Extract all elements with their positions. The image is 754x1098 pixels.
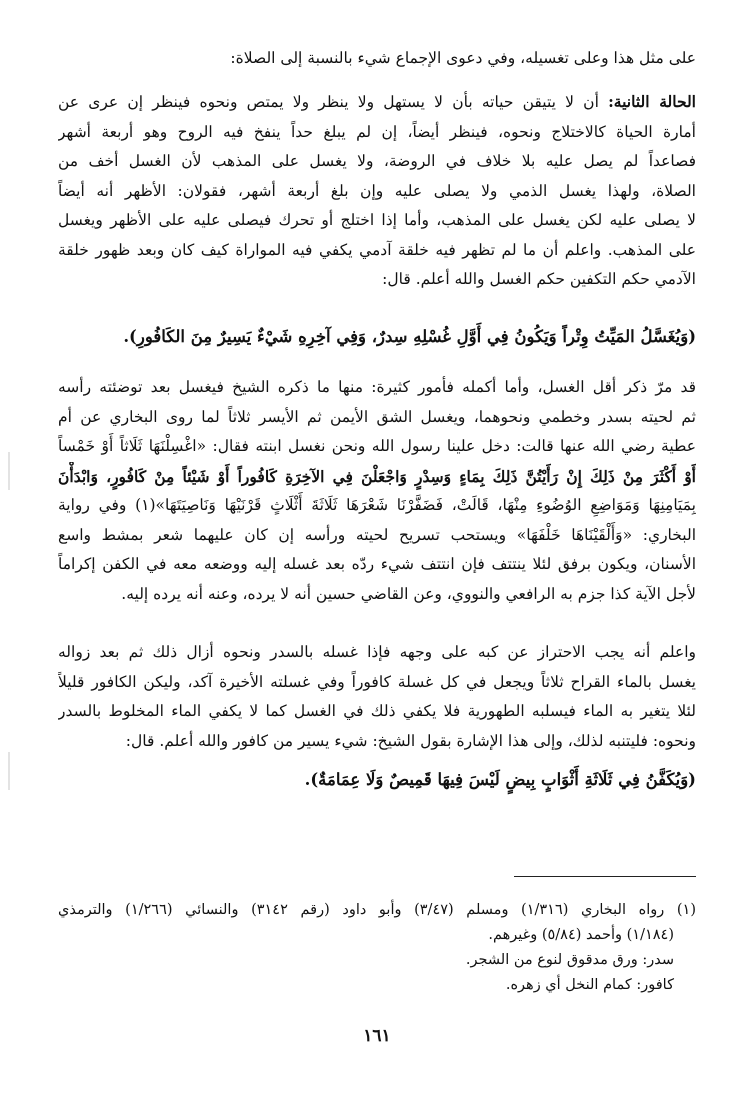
footnote-line: (١) رواه البخاري (١/٣١٦) ومسلم (٣/٤٧) وأبو داود (رقم ٣١٤٢) والنسائي (١/٢٦٦) والترمذي [58,902,696,918]
case-two-line: أمارة الحياة كالاختلاج ونحوه، فينظر أيضاً، إن لم يبلغ حداً ينفخ فيه الروح وهو أربعة أشهر [58,122,696,141]
scan-margin-mark [8,752,10,790]
commentary-line: ثم لحيته بسدر وخطمي ونحوهما، ويغسل الشق الأيمن ثم الأيسر ثلاثاً لما روى البخاري عن أم [58,407,696,426]
commentary-line: قد مرّ ذكر أقل الغسل، وأما أكمله فأمور كثيرة: منها ما ذكره الشيخ فيغسل بعد توضئته رأسه [58,378,696,396]
intro-line: على مثل هذا وعلى تغسيله، وفي دعوى الإجماع شيء بالنسبة إلى الصلاة: [230,49,696,67]
hadith-line: أَوْ أَكْثَرَ مِنْ ذَلِكَ إِنْ رَأَيْتُنَّ ذَلِكَ بِمَاءٍ وَسِدْرٍ وَاجْعَلْنَ فِي الآخِرَةِ كَافُوراً أَوْ شَيْئاً مِنْ كَافُورٍ، وَابْدَأْنَ [58,466,696,486]
case-two-line: على المذهب. واعلم أن ما لم تظهر فيه خلقة آدمي يكفي فيه المواراة كيف كان وبعد ظهور خلقة [58,240,696,259]
footnotes-block [58,898,696,998]
case-two-line: فصاعداً لم يصل عليه بلا خلاف في الروضة، ولا يغسل على المذهب لأن الغسل أخف من [58,152,696,170]
case-two-paragraph [58,87,696,295]
footnote-line: سدر: ورق مدقوق لنوع من الشجر. [465,952,674,968]
commentary-line: عطية رضي الله عنها قالت: دخل علينا رسول الله ونحن نغسل ابنته فقال: «اغْسِلْنَهَا ثَلَاثاً أَوْ خَمْساً [58,437,696,455]
hadith-line: بِمَيَامِنِهَا وَمَوَاضِعِ الوُضُوءِ مِنْهَا، قَالَتْ، فَضَفَّرْنَا شَعْرَهَا ثَلَاثَةَ أَثْلَاثٍ قَرْنَيْهَا وَنَاصِيَتَهَا»(١) وفي رواية [58,496,696,514]
case-two-line: الآدمي حكم التكفين حكم الغسل والله أعلم. قال: [382,270,696,288]
commentary-line: يغسل بالماء القراح ثلاثاً ويجعل في كل غسلة كافوراً وفي غسلته الأخيرة آكد، وليكن الكافور قليلاً [58,672,696,691]
case-two-line [58,87,696,118]
footnote-divider [514,876,696,877]
commentary-line: البخاري: «وَأَلْقَيْنَاهَا خَلْفَهَا» ويستحب تسريح لحيته ورأسه إن كان عليهما شعر بمشط واسع [58,525,696,544]
case-two-label: الحالة الثانية: [608,92,696,111]
intro-paragraph [58,44,696,74]
footnote-line: كافور: كمام النخل أي زهره. [505,977,674,993]
verse-one-block [58,322,696,352]
case-two-text: أن لا يتيقن حياته بأن لا يستهل ولا ينظر ولا يمتص ونحوه فينظر إن عرى عن [58,93,599,111]
commentary-line: لأجل الآية كذا جزم به الرافعي والنووي، وعن القاضي حسين أنه لا يرده، وعنه أنه يرده إليه. [121,584,696,603]
case-two-line: لا يصلى عليه لكن يغسل على المذهب، وأما إذا اختلج أو تحرك فيصلى عليه على الأظهر ويغسل [58,211,696,229]
matn-verse: (وَيُكَفَّنُ فِي ثَلَاثَةِ أَثْوَابٍ بِيضٍ لَيْسَ فِيهَا قَمِيصٌ وَلَا عِمَامَةٌ). [304,770,696,789]
verse-two-block [58,765,696,795]
page-number: ١٦١ [363,1026,391,1046]
scan-margin-mark [8,452,10,490]
commentary-line: الأسنان، ويكون برفق لئلا ينتتف فإن انتتف شيء ردّه بعد غسله إليه ووضعه معه في الكفن إكراماً [58,555,696,573]
commentary-line: لئلا يتغير به الماء فيسلبه الطهورية فلا يكفي ذلك في الغسل كما لا يكفي الماء المخلوط بالسدر [58,702,696,720]
commentary-line: واعلم أنه يجب الاحتراز عن كبه على وجهه فإذا غسله بالسدر ونحوه أزال ذلك ثم بعد زواله [58,643,696,661]
footnote-line: (١/١٨٤) وأحمد (٥/٨٤) وغيرهم. [488,927,674,943]
commentary-paragraph [58,638,696,756]
matn-verse: (وَيُغَسَّلُ المَيِّتُ وِتْراً وَيَكُونُ فِي أَوَّلِ غُسْلِهِ سِدرٌ، وَفِي آخِرِهِ شَيْءٌ يَسِيرٌ مِنَ الكَافُورِ). [123,327,696,346]
commentary-paragraph [58,373,696,609]
commentary-line: ونحوه: فليتنبه لذلك، وإلى هذا الإشارة بقول الشيخ: شيء يسير من كافور والله أعلم. قال: [125,731,696,750]
case-two-line: الصلاة، ولهذا يغسل الذمي ولا يصلى عليه وإن بلغ أربعة أشهر، فقولان: الأظهر أنه أيضاً [58,181,696,200]
